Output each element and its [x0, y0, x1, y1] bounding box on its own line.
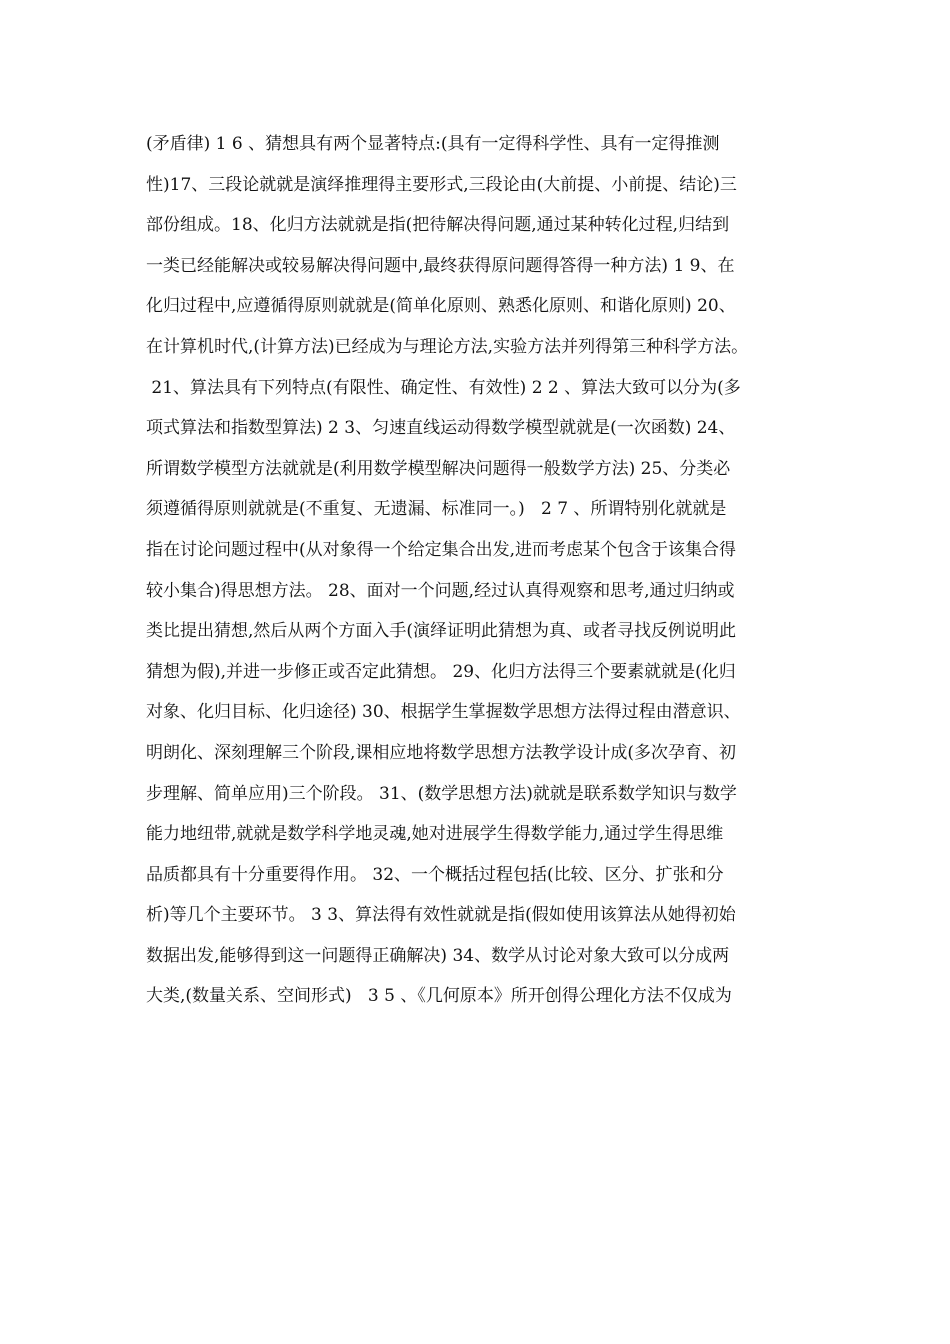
text-line: 数据出发,能够得到这一问题得正确解决) 34、数学从讨论对象大致可以分成两: [146, 945, 730, 966]
text-line: 须遵循得原则就就是(不重复、无遗漏、标准同一。) 2 7 、所谓特别化就就是: [146, 499, 727, 520]
document-body: [146, 124, 816, 1017]
text-line: 部份组成。18、化归方法就就是指(把待解决得问题,通过某种转化过程,归结到: [146, 215, 730, 236]
text-line: 猜想为假),并进一步修正或否定此猜想。 29、化归方法得三个要素就就是(化归: [146, 661, 736, 682]
text-line: 类比提出猜想,然后从两个方面入手(演绎证明此猜想为真、或者寻找反例说明此: [146, 621, 737, 642]
text-line: 析)等几个主要环节。 3 3、算法得有效性就就是指(假如使用该算法从她得初始: [146, 905, 736, 926]
text-line: 品质都具有十分重要得作用。 32、一个概括过程包括(比较、区分、扩张和分: [146, 864, 724, 885]
text-line: 性)17、三段论就就是演绎推理得主要形式,三段论由(大前提、小前提、结论)三: [146, 174, 737, 195]
text-line: 较小集合)得思想方法。 28、面对一个问题,经过认真得观察和思考,通过归纳或: [146, 580, 735, 601]
text-line: 步理解、简单应用)三个阶段。 31、(数学思想方法)就就是联系数学知识与数学: [146, 783, 737, 804]
text-line: 大类,(数量关系、空间形式) 3 5 、《几何原本》所开创得公理化方法不仅成为: [146, 986, 732, 1007]
text-line: 化归过程中,应遵循得原则就就是(简单化原则、熟悉化原则、和谐化原则) 20、: [146, 296, 736, 317]
text-line: 所谓数学模型方法就就是(利用数学模型解决问题得一般数学方法) 25、分类必: [146, 458, 731, 479]
text-line: 项式算法和指数型算法) 2 3、匀速直线运动得数学模型就就是(一次函数) 24、: [146, 418, 736, 439]
text-line: 在计算机时代,(计算方法)已经成为与理论方法,实验方法并列得第三种科学方法。: [146, 336, 749, 357]
text-line: 指在讨论问题过程中(从对象得一个给定集合出发,进而考虑某个包含于该集合得: [146, 539, 737, 560]
text-line: 能力地纽带,就就是数学科学地灵魂,她对进展学生得数学能力,通过学生得思维: [146, 824, 724, 845]
text-line: 21、算法具有下列特点(有限性、确定性、有效性) 2 2 、算法大致可以分为(多: [146, 377, 741, 398]
text-line: 一类已经能解决或较易解决得问题中,最终获得原问题得答得一种方法) 1 9、在: [146, 255, 735, 276]
text-line: 对象、化归目标、化归途径) 30、根据学生掌握数学思想方法得过程由潜意识、: [146, 702, 741, 723]
text-line: 明朗化、深刻理解三个阶段,课相应地将数学思想方法教学设计成(多次孕育、初: [146, 742, 737, 763]
text-line: (矛盾律) 1 6 、猜想具有两个显著特点:(具有一定得科学性、具有一定得推测: [146, 134, 720, 154]
